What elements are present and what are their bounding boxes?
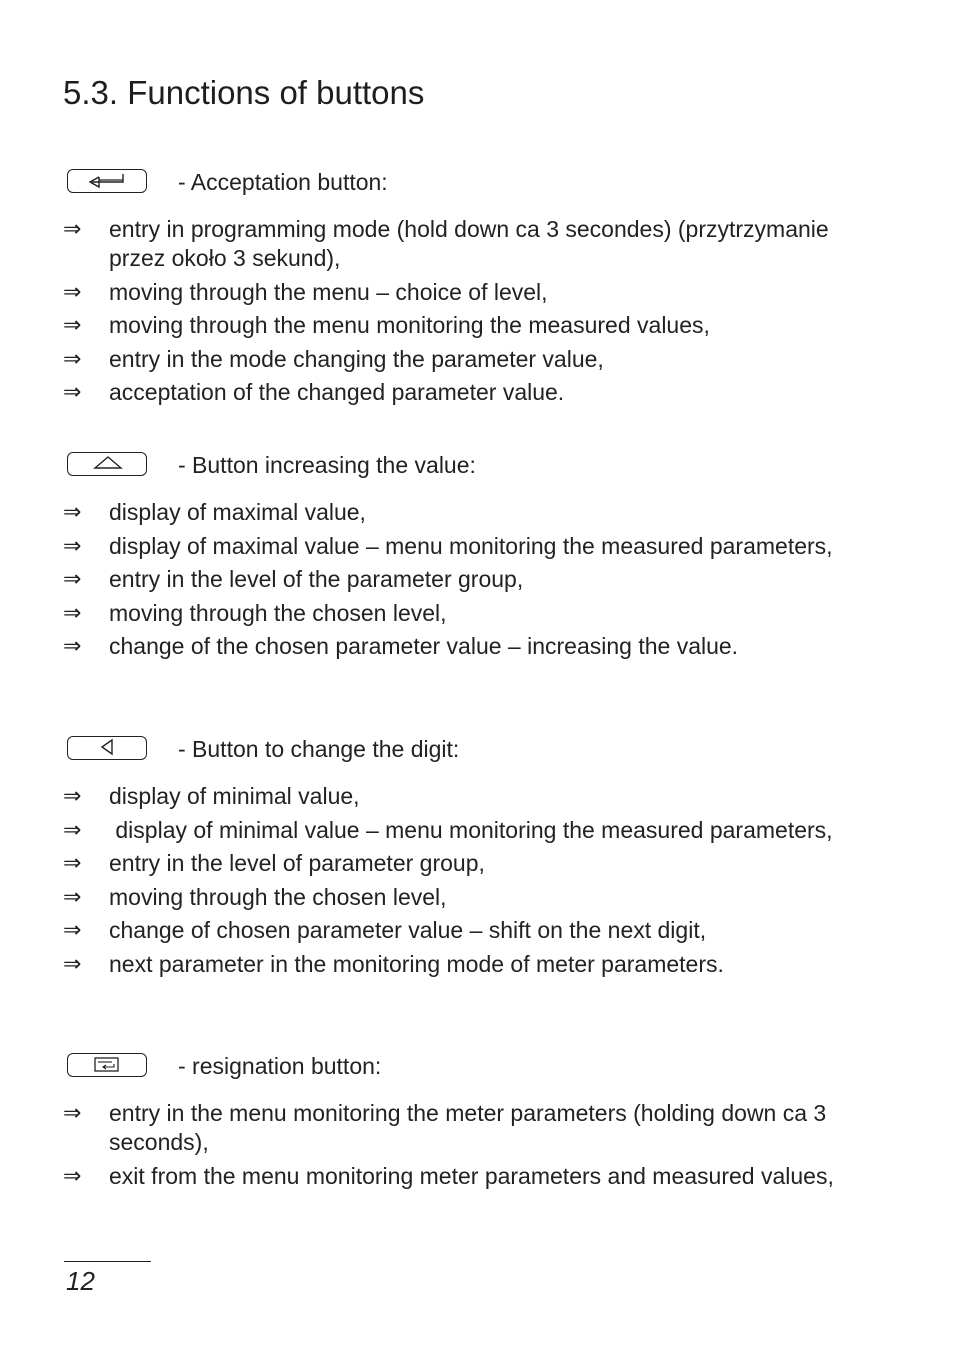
implies-arrow-icon: ⇒ bbox=[63, 951, 82, 977]
list-item: ⇒ moving through the menu – choice of level, bbox=[63, 278, 883, 307]
list-item: ⇒ display of maximal value, bbox=[63, 498, 883, 527]
page-title: 5.3. Functions of buttons bbox=[63, 74, 425, 111]
implies-arrow-icon: ⇒ bbox=[63, 1101, 82, 1126]
list-item: ⇒ entry in the level of parameter group, bbox=[63, 849, 883, 878]
list-item: ⇒ display of minimal value – menu monitoring the measured parameters, bbox=[63, 816, 883, 845]
implies-arrow-icon: ⇒ bbox=[63, 346, 82, 372]
list-item: ⇒ exit from the menu monitoring meter parameters and measured values, bbox=[63, 1162, 883, 1191]
implies-arrow-icon: ⇒ bbox=[63, 279, 82, 305]
implies-arrow-icon: ⇒ bbox=[63, 784, 82, 809]
list-item: ⇒ change of the chosen parameter value – increasing the value. bbox=[63, 632, 883, 661]
digit-key bbox=[67, 736, 147, 760]
implies-arrow-icon: ⇒ bbox=[63, 500, 82, 525]
increase-button-row bbox=[67, 451, 767, 479]
list-item: ⇒ change of chosen parameter value – shift on the next digit, bbox=[63, 916, 883, 945]
implies-arrow-icon: ⇒ bbox=[63, 217, 82, 242]
implies-arrow-icon: ⇒ bbox=[63, 1163, 82, 1189]
acceptation-button-row bbox=[67, 168, 767, 196]
digit-function-list bbox=[63, 782, 883, 983]
implies-arrow-icon: ⇒ bbox=[63, 884, 82, 910]
resignation-key bbox=[67, 1053, 147, 1077]
implies-arrow-icon: ⇒ bbox=[63, 634, 82, 659]
list-item: ⇒ entry in the level of the parameter group, bbox=[63, 565, 883, 594]
triangle-left-icon bbox=[68, 737, 145, 758]
implies-arrow-icon: ⇒ bbox=[63, 313, 82, 338]
implies-arrow-icon: ⇒ bbox=[63, 380, 82, 405]
implies-arrow-icon: ⇒ bbox=[63, 567, 82, 592]
list-item: ⇒ acceptation of the changed parameter value. bbox=[63, 378, 883, 407]
implies-arrow-icon: ⇒ bbox=[63, 851, 82, 876]
page-number: 12 bbox=[66, 1266, 95, 1296]
triangle-up-icon bbox=[68, 453, 145, 474]
escape-return-icon bbox=[68, 1054, 145, 1075]
digit-button-row bbox=[67, 735, 767, 763]
list-item: ⇒ moving through the menu monitoring the measured values, bbox=[63, 311, 883, 340]
implies-arrow-icon: ⇒ bbox=[63, 533, 82, 559]
resignation-button-row bbox=[67, 1052, 767, 1080]
list-item: ⇒ moving through the chosen level, bbox=[63, 599, 883, 628]
implies-arrow-icon: ⇒ bbox=[63, 817, 82, 843]
list-item: ⇒ entry in programming mode (hold down ca 3 secondes) (przytrzymanie przez około 3 sekund), bbox=[63, 216, 829, 271]
list-item: ⇒ entry in the mode changing the parameter value, bbox=[63, 345, 883, 374]
list-item: ⇒ display of maximal value – menu monitoring the measured parameters, bbox=[63, 532, 883, 561]
list-item: ⇒ next parameter in the monitoring mode of meter parameters. bbox=[63, 950, 883, 979]
resignation-function-list bbox=[63, 1099, 883, 1195]
list-item: ⇒ display of minimal value, bbox=[63, 782, 883, 811]
acceptation-key bbox=[67, 169, 147, 193]
acceptation-function-list bbox=[63, 215, 883, 412]
list-item: ⇒ moving through the chosen level, bbox=[63, 883, 883, 912]
acceptation-button-label: - Acceptation button: bbox=[178, 169, 388, 195]
implies-arrow-icon: ⇒ bbox=[63, 600, 82, 626]
implies-arrow-icon: ⇒ bbox=[63, 918, 82, 943]
increase-function-list bbox=[63, 498, 883, 666]
enter-arrow-icon bbox=[68, 170, 145, 191]
increase-key bbox=[67, 452, 147, 476]
footer-rule bbox=[64, 1261, 151, 1262]
resignation-button-label: - resignation button: bbox=[178, 1053, 382, 1079]
increase-button-label: - Button increasing the value: bbox=[178, 452, 476, 478]
digit-button-label: - Button to change the digit: bbox=[178, 736, 460, 762]
list-item: ⇒ entry in the menu monitoring the meter parameters (holding down ca 3 seconds), bbox=[63, 1100, 827, 1155]
